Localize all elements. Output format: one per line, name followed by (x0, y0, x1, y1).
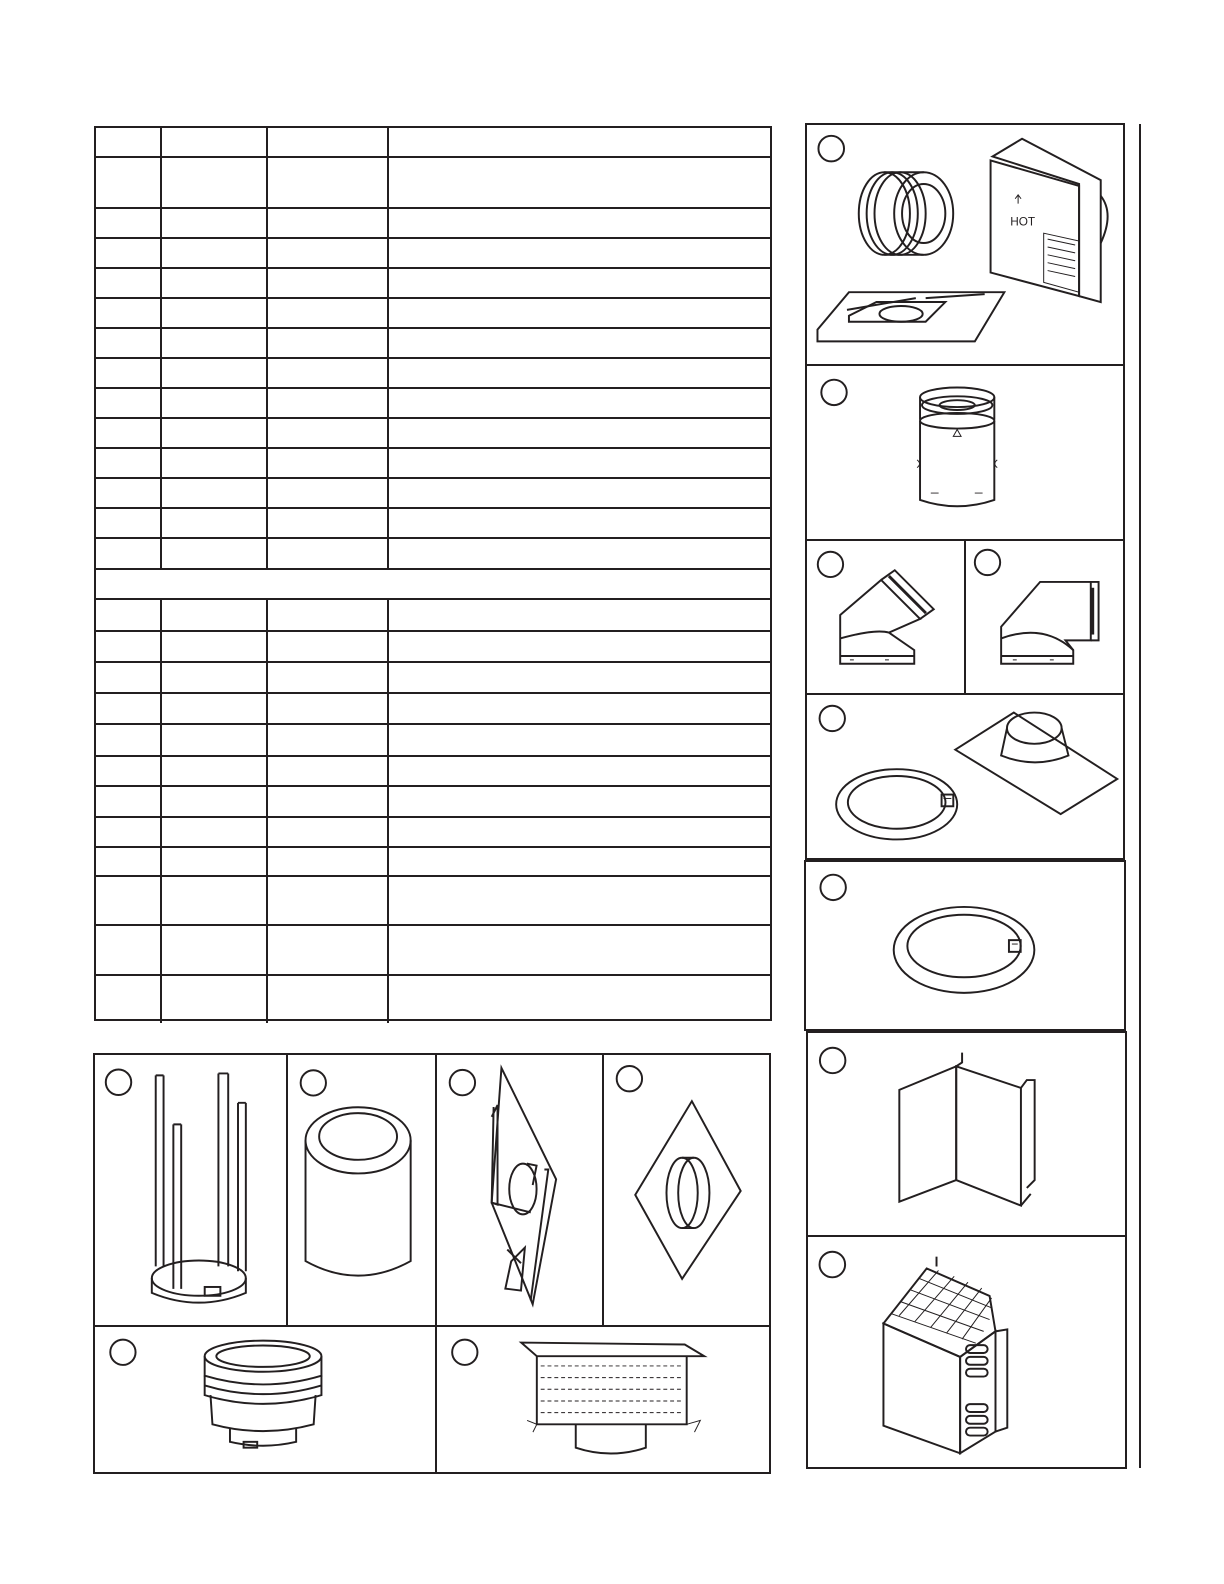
table-row (96, 875, 770, 877)
wall-collar-icon (806, 862, 1124, 1029)
table-row (96, 661, 770, 663)
table-row (96, 297, 770, 299)
figure-panel-pipe-adapter (286, 1053, 437, 1327)
svg-text:HOT: HOT (1010, 214, 1036, 229)
figure-panel-elbow-90 (964, 539, 1125, 695)
table-row (96, 537, 770, 539)
roof-flashing-icon (807, 695, 1123, 858)
vent-cap-icon (808, 1237, 1125, 1467)
page-edge-rule (1139, 124, 1141, 1468)
table-row (96, 507, 770, 509)
wall-thimble-icon (604, 1055, 769, 1325)
figure-panel-termination-kit (805, 123, 1125, 366)
elbow-45-icon (807, 541, 964, 693)
pipe-adapter-icon (288, 1055, 435, 1325)
table-row (96, 267, 770, 269)
figure-panel-wall-collar (804, 860, 1126, 1031)
figure-panel-ceiling-support-plate (435, 1053, 604, 1327)
figure-panel-roof-flashing (805, 693, 1125, 860)
table-row (96, 417, 770, 419)
table-row (96, 974, 770, 976)
figure-panel-vertical-cap (93, 1325, 437, 1474)
table-col-divider (160, 128, 162, 568)
table-row (96, 156, 770, 158)
table-row (96, 447, 770, 449)
table-section-break (96, 568, 770, 570)
table-row (96, 477, 770, 479)
table-col-divider (387, 128, 389, 568)
vertical-cap-icon (95, 1327, 435, 1472)
high-wind-cap-icon (437, 1327, 769, 1472)
wall-shield-icon (808, 1033, 1125, 1235)
figure-panel-straight-pipe (805, 364, 1125, 541)
figure-panel-vent-cap (806, 1235, 1127, 1469)
figure-panel-wall-thimble (602, 1053, 771, 1327)
figure-panel-elbow-45 (805, 539, 966, 695)
ceiling-support-plate-icon (437, 1055, 602, 1325)
table-row (96, 207, 770, 209)
figure-panel-high-wind-cap (435, 1325, 771, 1474)
elbow-90-icon (966, 541, 1123, 693)
table-row (96, 924, 770, 926)
parts-table (94, 126, 772, 1021)
termination-kit-icon (807, 125, 1123, 364)
table-row (96, 846, 770, 848)
table-row (96, 785, 770, 787)
firestop-spacer-icon (95, 1055, 286, 1325)
figure-panel-wall-shield (806, 1031, 1127, 1237)
straight-pipe-icon (807, 366, 1123, 539)
table-row (96, 237, 770, 239)
table-row (96, 816, 770, 818)
table-row (96, 723, 770, 725)
figure-panel-firestop-spacer (93, 1053, 288, 1327)
table-row (96, 630, 770, 632)
table-col-divider (266, 128, 268, 568)
table-row (96, 327, 770, 329)
table-row (96, 598, 770, 600)
table-row (96, 692, 770, 694)
table-row (96, 357, 770, 359)
table-row (96, 755, 770, 757)
table-row (96, 387, 770, 389)
